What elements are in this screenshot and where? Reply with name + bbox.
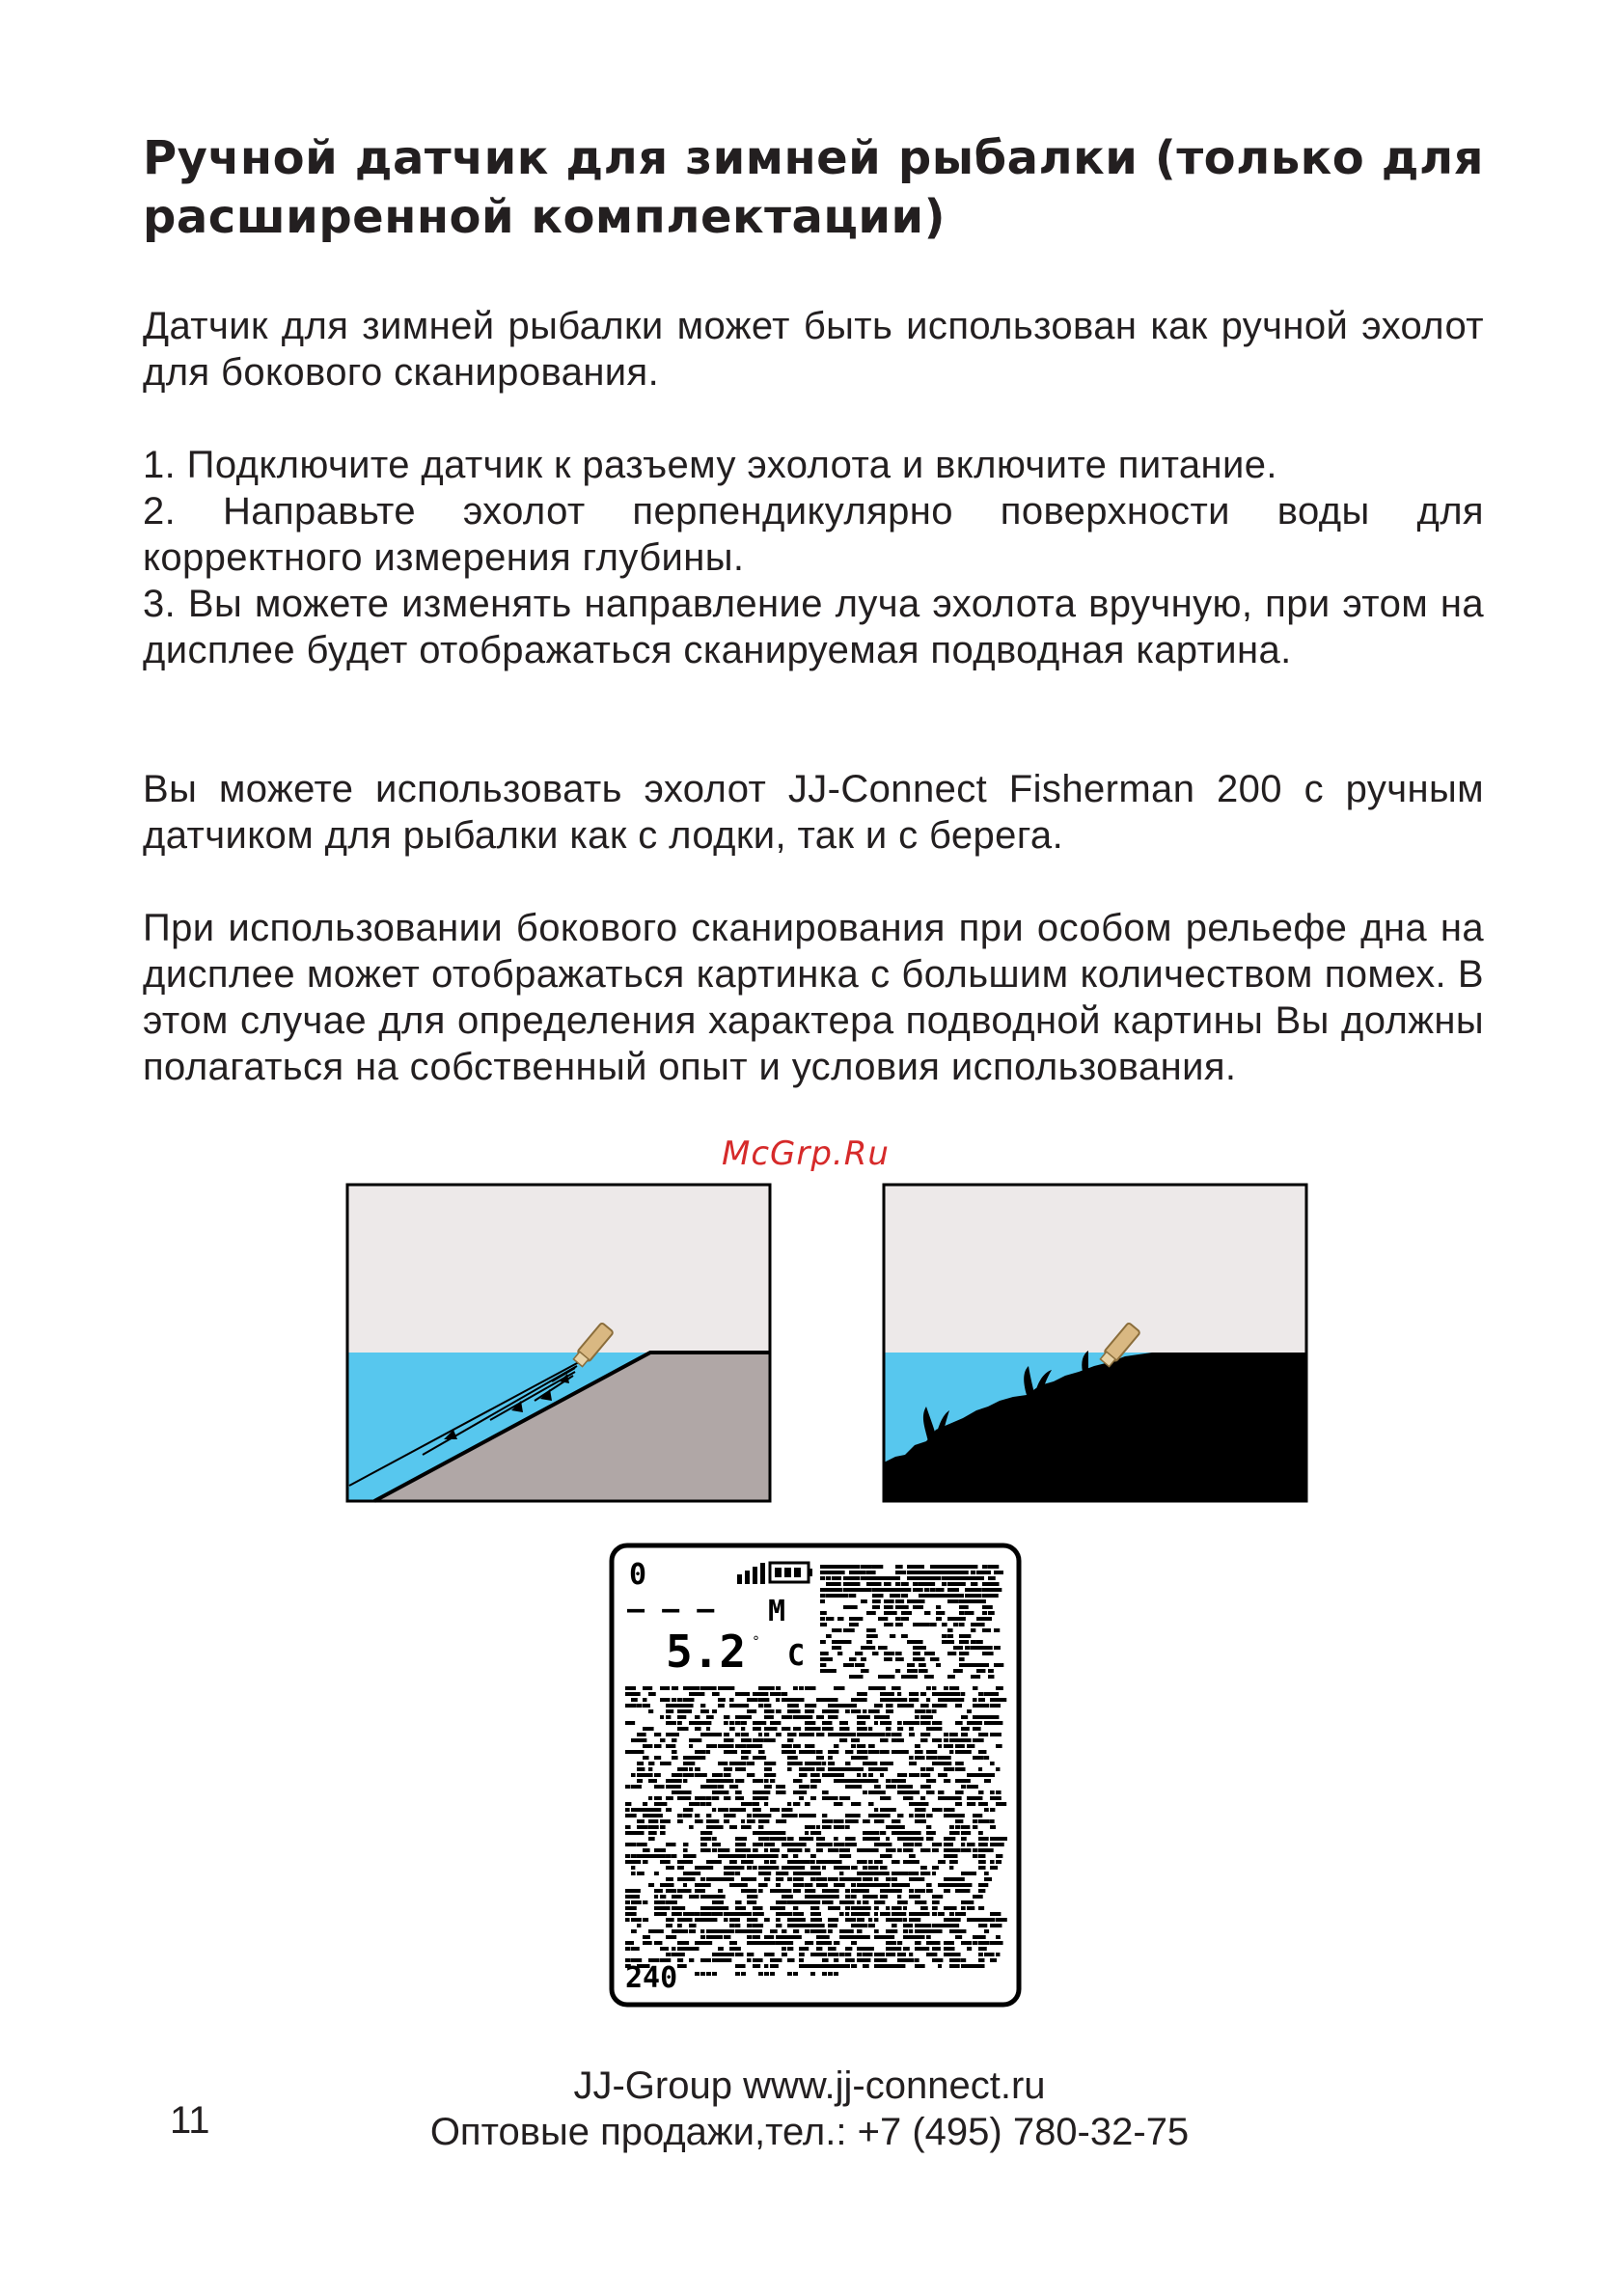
degree-sign: ° (753, 1634, 759, 1650)
rough-bottom-figure (882, 1183, 1310, 1505)
temperature-unit: C (787, 1639, 806, 1673)
depth-unit: M (768, 1595, 786, 1628)
footer-phone: Оптовые продажи,тел.: +7 (495) 780-32-75 (429, 2111, 1190, 2153)
step-2: 2. Направьте эхолот перпендикулярно поверхности воды для корректного измерения глубины. (143, 490, 1484, 579)
usage-paragraph: Вы можете использовать эхолот JJ-Connect Fisherman 200 с ручным датчиком для рыбалки как с лодки, так и с берега. (143, 768, 1484, 857)
bottom-scale-value: 240 (625, 1961, 678, 1995)
noise-paragraph: При использовании бокового сканирования при особом рельефе дна на дисплее может отображаться картинка с большим количеством помех. В этом случае для определения характера подводной картины Вы должны полагаться на собственный опыт и условия использования. (143, 907, 1484, 1088)
footer-website: JJ-Group www.jj-connect.ru (573, 2064, 1046, 2107)
fishfinder-display (608, 1542, 1023, 2009)
page-title: Ручной датчик для зимней рыбалки (только для расширенной комплектации) (143, 131, 1484, 244)
step-1: 1. Подключите датчик к разъему эхолота и включите питание. (143, 444, 1277, 486)
depth-dashes: — — — (627, 1593, 715, 1626)
top-scale-value: 0 (629, 1558, 647, 1592)
intro-paragraph: Датчик для зимней рыбалки может быть использован как ручной эхолот для бокового сканирования. (143, 305, 1484, 394)
page-number: 11 (170, 2099, 210, 2142)
temperature-value: 5.2 (666, 1626, 747, 1678)
step-3: 3. Вы можете изменять направление луча эхолота вручную, при этом на дисплее будет отображаться сканируемая подводная картина. (143, 583, 1484, 671)
slope-scan-figure (345, 1183, 774, 1505)
watermark: McGrp.Ru (722, 1134, 890, 1173)
